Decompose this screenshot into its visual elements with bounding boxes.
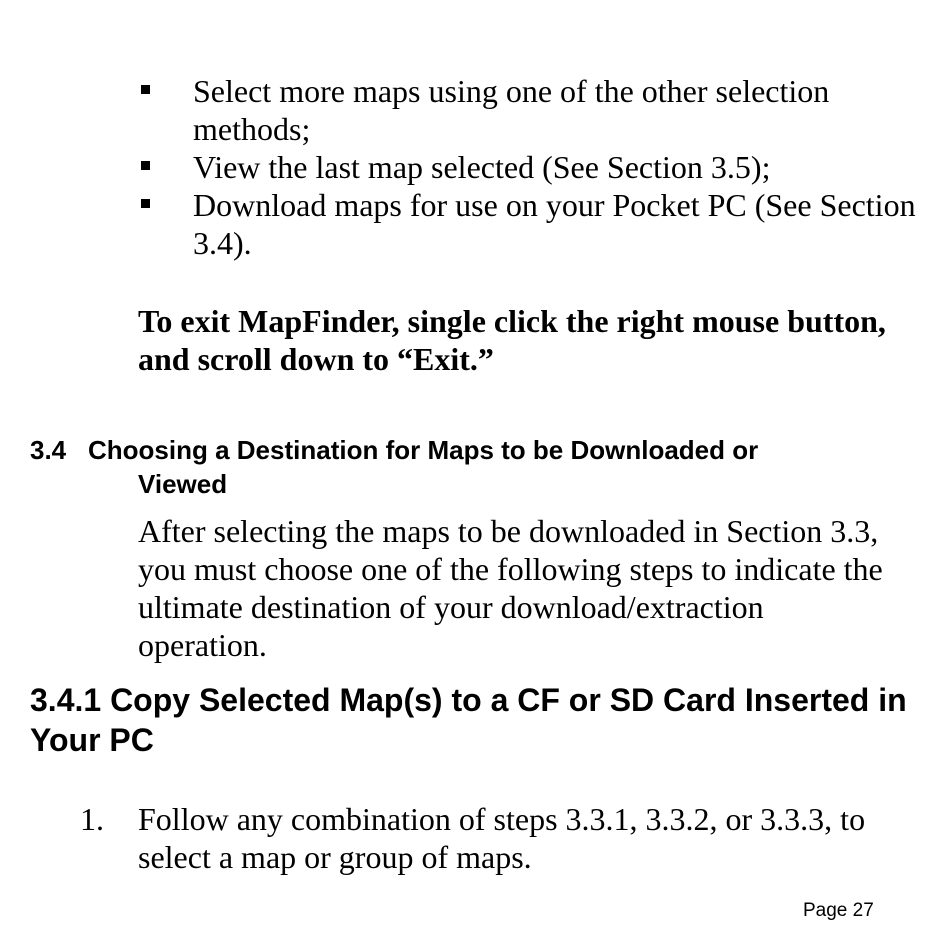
exit-instruction: To exit MapFinder, single click the right mouse button, and scroll down to “Exit.” [138, 303, 886, 377]
numbered-list [80, 800, 920, 876]
bullet-text: Download maps for use on your Pocket PC (See Section 3.4). [193, 187, 916, 261]
section-heading-3-4 [30, 433, 930, 501]
section-body: After selecting the maps to be downloaded in Section 3.3, you must choose one of the following steps to indicate the ultimate destination of your download/extraction operation. [138, 513, 883, 663]
section-number: 3.4 [30, 435, 67, 465]
page-number: Page 27 [803, 900, 874, 921]
bullet-text: Select more maps using one of the other selection methods; [193, 73, 830, 147]
list-item [138, 148, 918, 186]
bullet-text: View the last map selected (See Section 3.5); [193, 149, 771, 185]
list-item [138, 72, 918, 148]
step-text: Follow any combination of steps 3.3.1, 3.3.2, or 3.3.3, to select a map or group of maps. [138, 801, 866, 875]
list-number: 1. [80, 801, 104, 837]
bullet-list [138, 72, 918, 262]
section-title-line-1: Choosing a Destination for Maps to be Downloaded or [88, 435, 759, 465]
subsection-heading-3-4-1: 3.4.1 Copy Selected Map(s) to a CF or SD Card Inserted in Your PC [30, 682, 907, 758]
section-title-line-2: Viewed [138, 469, 228, 499]
bullet-marker [141, 85, 150, 94]
bullet-marker [141, 199, 150, 208]
list-item [138, 186, 918, 262]
bullet-marker [141, 161, 150, 170]
list-item [80, 800, 920, 876]
